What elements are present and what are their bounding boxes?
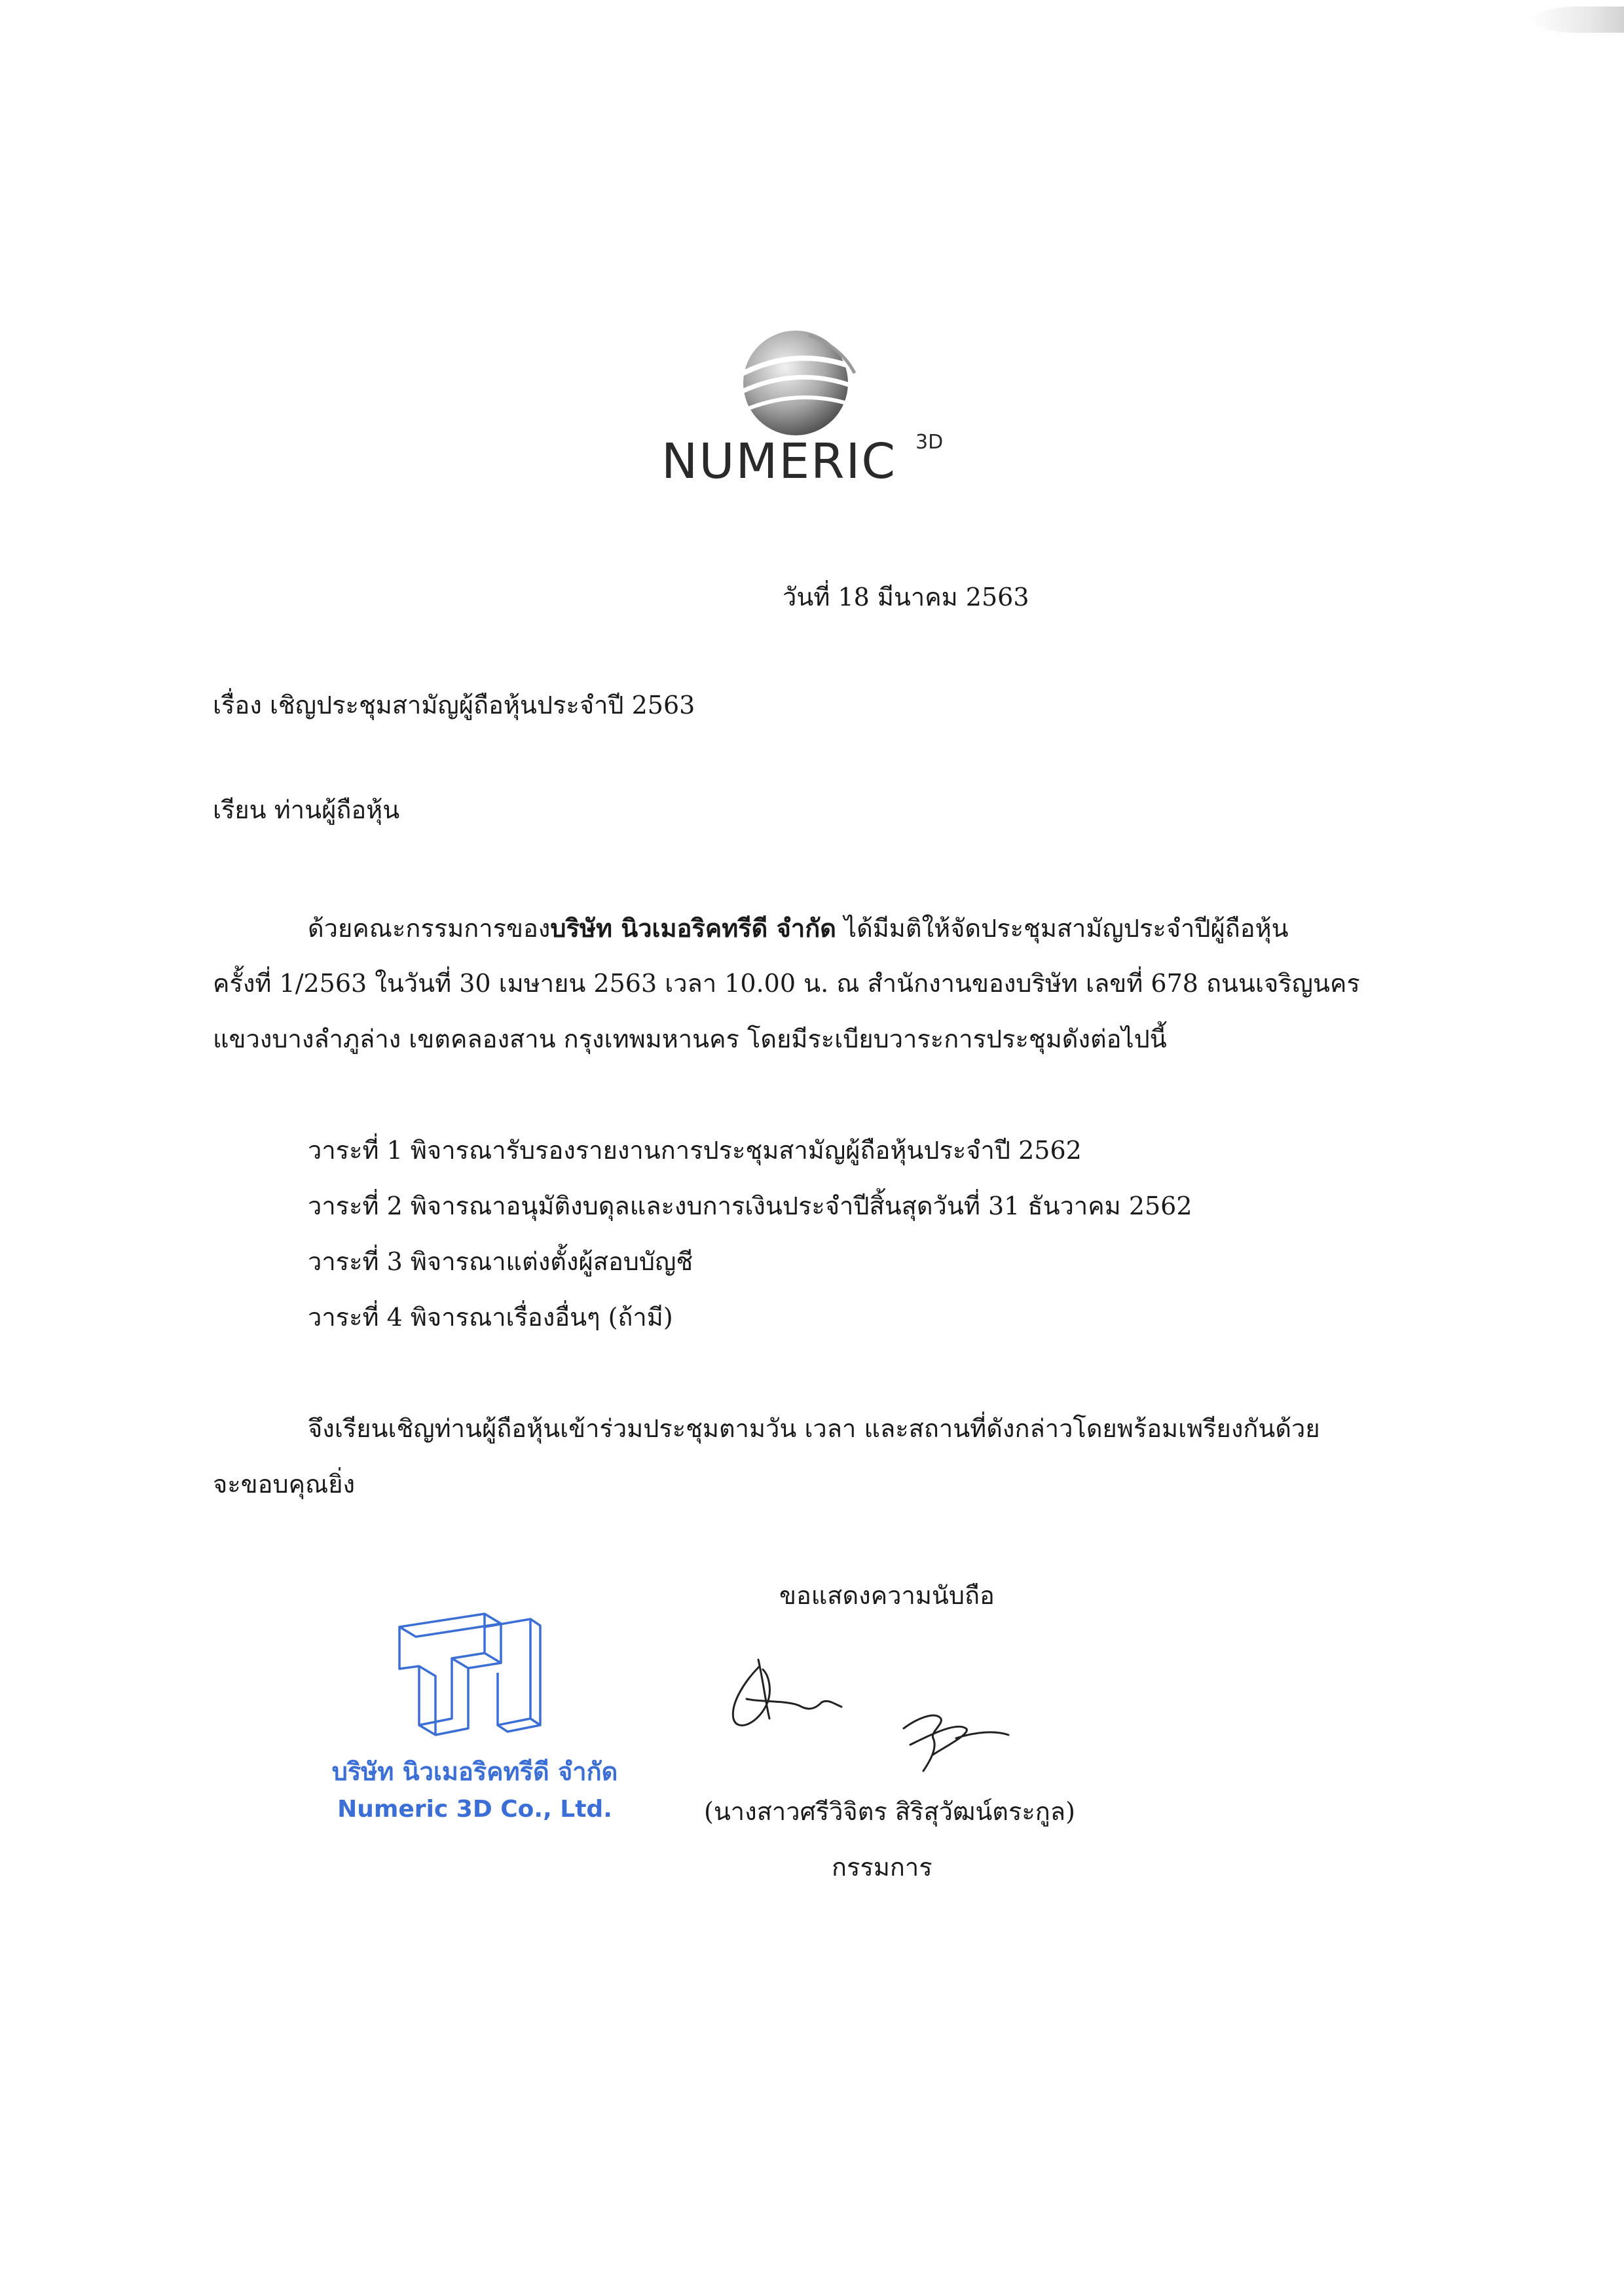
company-name-bold: บริษัท นิวเมอริคทรีดี จำกัด <box>550 913 836 943</box>
body-line-2: ครั้งที่ 1/2563 ในวันที่ 30 เมษายน 2563 เวลา 10.00 น. ณ สำนักงานของบริษัท เลขที่ 678 ถนนเจริญนคร <box>213 969 1360 998</box>
globe-logo-icon <box>730 321 861 439</box>
regards-text: ขอแสดงความนับถือ <box>779 1581 995 1610</box>
agenda-item: วาระที่ 4 พิจารณาเรื่องอื่นๆ (ถ้ามี) <box>308 1303 673 1332</box>
handwritten-signature <box>707 1640 1048 1777</box>
logo-superscript: 3D <box>915 431 944 454</box>
signer-name: (นางสาวศรีวิจิตร สิริสุวัฒน์ตระกูล) <box>704 1797 1075 1826</box>
agenda-item: วาระที่ 1 พิจารณารับรองรายงานการประชุมสามัญผู้ถือหุ้นประจำปี 2562 <box>308 1136 1082 1165</box>
company-stamp <box>275 1588 668 1836</box>
signer-title: กรรมการ <box>832 1853 932 1882</box>
body-line-1 <box>308 913 1289 944</box>
closing-line-2: จะขอบคุณยิ่ง <box>213 1470 356 1499</box>
letter-salutation: เรียน ท่านผู้ถือหุ้น <box>213 795 400 824</box>
scan-edge-shadow <box>1532 7 1624 33</box>
stamp-logo-icon <box>380 1588 550 1745</box>
letter-subject: เรื่อง เชิญประชุมสามัญผู้ถือหุ้นประจำปี 2563 <box>213 691 695 720</box>
body-line-1-suffix: ได้มีมติให้จัดประชุมสามัญประจำปีผู้ถือหุ้น <box>836 914 1289 943</box>
closing-line-1: จึงเรียนเชิญท่านผู้ถือหุ้นเข้าร่วมประชุมตามวัน เวลา และสถานที่ดังกล่าวโดยพร้อมเพรียงกันด้วย <box>308 1414 1320 1443</box>
company-logo <box>655 321 969 491</box>
agenda-item: วาระที่ 2 พิจารณาอนุมัติงบดุลและงบการเงินประจำปีสิ้นสุดวันที่ 31 ธันวาคม 2562 <box>308 1192 1192 1220</box>
stamp-company-th: บริษัท นิวเมอริคทรีดี จำกัด <box>331 1757 618 1786</box>
body-line-3: แขวงบางลำภูล่าง เขตคลองสาน กรุงเทพมหานคร โดยมีระเบียบวาระการประชุมดังต่อไปนี้ <box>213 1025 1167 1053</box>
stamp-company-en: Numeric 3D Co., Ltd. <box>337 1796 612 1823</box>
body-line-1-prefix: ด้วยคณะกรรมการของ <box>308 914 551 943</box>
letter-date: วันที่ 18 มีนาคม 2563 <box>783 583 1029 611</box>
logo-wordmark: NUMERIC <box>661 433 897 490</box>
agenda-item: วาระที่ 3 พิจารณาแต่งตั้งผู้สอบบัญชี <box>308 1247 693 1276</box>
